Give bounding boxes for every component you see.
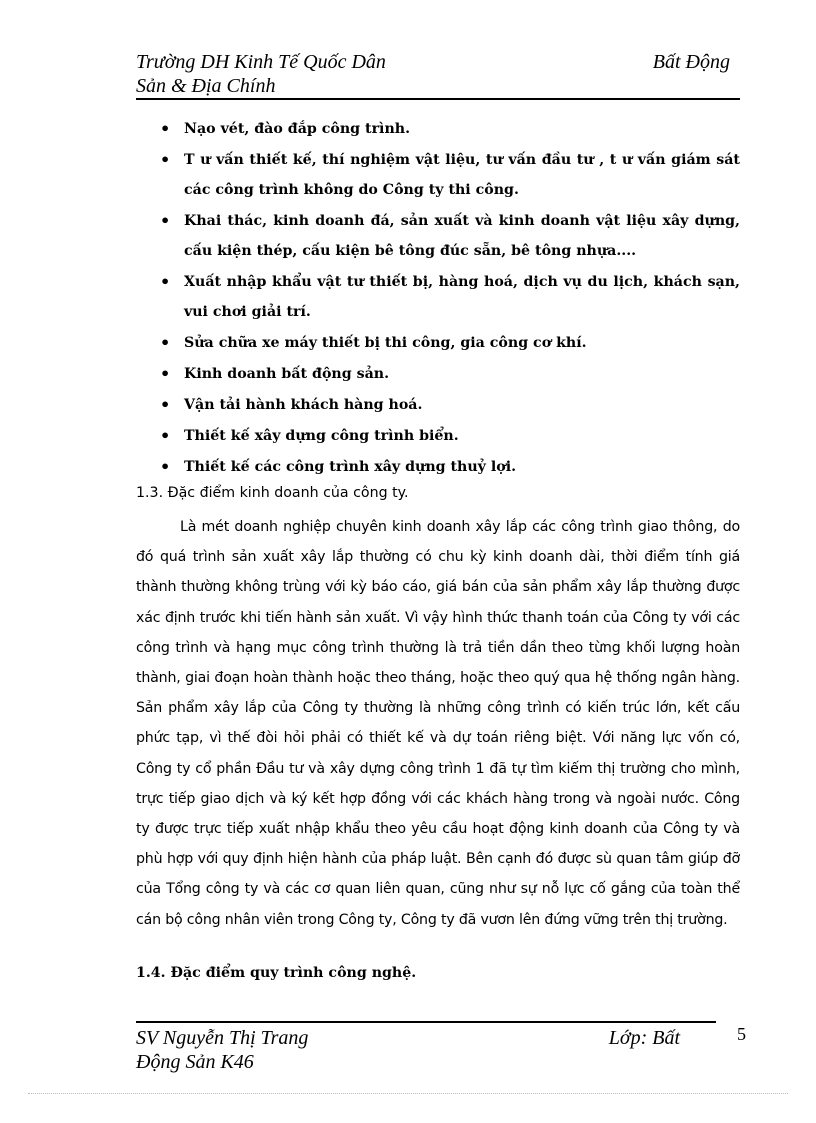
footer-divider (136, 1021, 716, 1023)
list-item: • Thiết kế các công trình xây dựng thuỷ lợi. (136, 452, 740, 482)
section-heading-1-3: 1.3. Đặc điểm kinh doanh của công ty. (136, 485, 409, 501)
header-school: Trường DH Kinh Tế Quốc Dân (136, 51, 386, 73)
header-department-part1: Bất Động (652, 51, 730, 73)
list-item: • Nạo vét, đào đắp công trình. (136, 114, 740, 144)
list-item: • Sửa chữa xe máy thiết bị thi công, gia công cơ khí. (136, 328, 740, 358)
footer-student-name: SV Nguyễn Thị Trang (136, 1027, 309, 1049)
footer-class-part2: Động Sản K46 (136, 1051, 254, 1073)
header-department-part2: Sản & Địa Chính (136, 75, 276, 97)
business-activities-list (136, 114, 740, 483)
list-item: • Xuất nhập khẩu vật tư thiết bị, hàng hoá, dịch vụ du lịch, khách sạn, vui chơi giải trí. (136, 267, 740, 327)
footer-class-part1: Lớp: Bất (608, 1027, 680, 1049)
list-item: • Khai thác, kinh doanh đá, sản xuất và kinh doanh vật liệu xây dựng, cấu kiện thép, cấu kiện bê tông đúc sẵn, bê tông nhựa.... (136, 206, 740, 266)
page-footer (136, 1026, 716, 1074)
page-bottom-dotted-line (28, 1093, 788, 1094)
list-item: • Vận tải hành khách hàng hoá. (136, 390, 740, 420)
body-paragraph: Là mét doanh nghiệp chuyên kinh doanh xây lắp các công trình giao thông, do đó quá trình sản xuất xây lắp thường có chu kỳ kinh doanh dài, thời điểm tính giá thành thường không trùng với kỳ báo cáo, giá bán của sản phẩm xây lắp thường được xác định trước khi tiến hành sản xuất. Vì vậy hình thức thanh toán của Công ty với các công trình và hạng mục công trình thường là trả tiền dần theo từng khối lượng hoàn thành, giai đoạn hoàn thành hoặc theo tháng, hoặc theo quý qua hệ thống ngân hàng. Sản phẩm xây lắp của Công ty thường là những công trình có kiến trúc lớn, kết cấu phức tạp, vì thế đòi hỏi phải có thiết kế và dự toán riêng biệt. Với năng lực vốn có, Công ty cổ phần Đầu tư và xây dựng công trình 1 đã tự tìm kiếm thị trường cho mình, trực tiếp giao dịch và ký kết hợp đồng với các khách hàng trong và ngoài nước. Công ty được trực tiếp xuất nhập khẩu theo yêu cầu hoạt động kinh doanh của Công ty và phù hợp với quy định hiện hành của pháp luật. Bên cạnh đó được sù quan tâm giúp đỡ của Tổng công ty và các cơ quan liên quan, cũng như sự nỗ lực cố gắng của toàn thể cán bộ công nhân viên trong Công ty, Công ty đã vươn lên đứng vững trên thị trường. (136, 519, 740, 928)
page-number: 5 (737, 1024, 746, 1044)
header-divider (136, 98, 740, 100)
list-item: • T ư vấn thiết kế, thí nghiệm vật liệu, tư vấn đầu tư , t ư vấn giám sát các công trình không do Công ty thi công. (136, 145, 740, 205)
page-header (136, 50, 740, 98)
list-item: • Thiết kế xây dựng công trình biển. (136, 421, 740, 451)
list-item: • Kinh doanh bất động sản. (136, 359, 740, 389)
section-heading-1-4: 1.4. Đặc điểm quy trình công nghệ. (136, 965, 417, 981)
